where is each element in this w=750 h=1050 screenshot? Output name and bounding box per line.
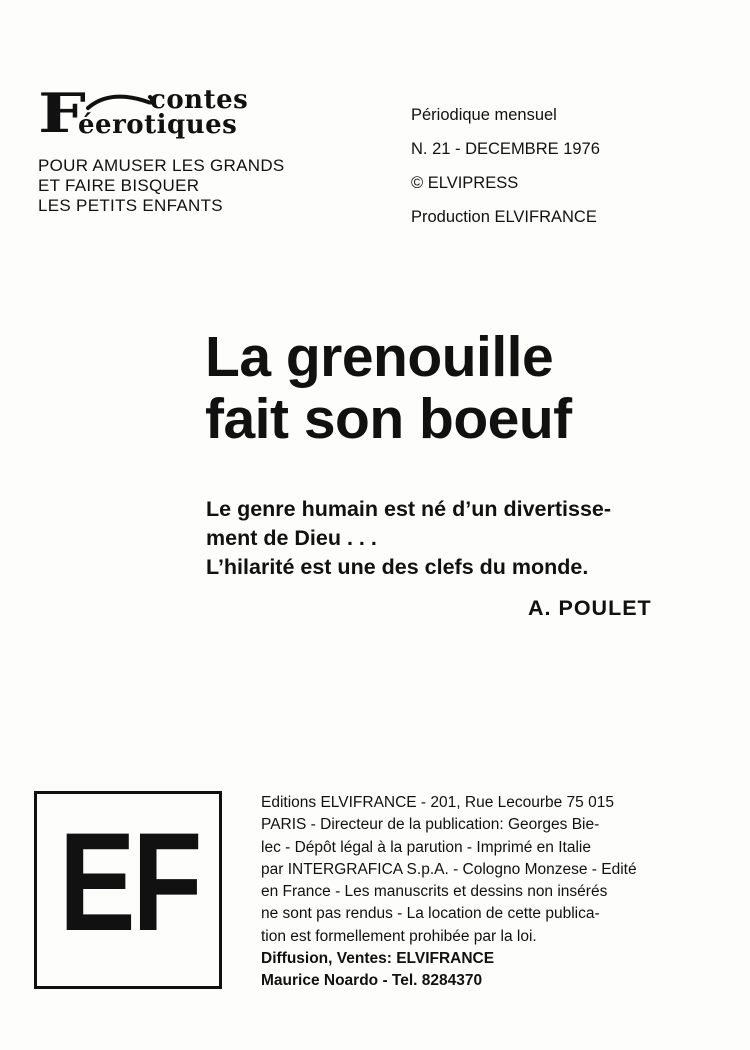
legal-line: Editions ELVIFRANCE - 201, Rue Lecourbe 75 015: [261, 794, 614, 811]
tagline-line: LES PETITS ENFANTS: [38, 196, 223, 215]
quote-line: Le genre humain est né d’un divertisse-: [206, 497, 612, 521]
logo-initial: F: [38, 81, 86, 145]
quote-line: ment de Dieu . . .: [206, 526, 377, 550]
copyright-notice: © ELVIPRESS: [411, 174, 519, 192]
contact-info: Maurice Noardo - Tel. 8284370: [261, 972, 483, 990]
publication-frequency: Périodique mensuel: [411, 106, 557, 124]
publisher-badge-text: EF: [59, 803, 200, 960]
quote-author: A. POULET: [528, 596, 652, 620]
production-credit: Production ELVIFRANCE: [411, 208, 597, 226]
issue-number: N. 21 - DECEMBRE 1976: [411, 140, 600, 158]
epigraph-quote: [206, 495, 611, 582]
legal-line: lec - Dépôt légal à la parution - Imprimé en Italie: [261, 838, 591, 856]
legal-line: par INTERGRAFICA S.p.A. - Cologno Monzese - Edité: [261, 860, 637, 878]
logo-word-contes: contes: [150, 85, 249, 115]
publisher-badge: [34, 791, 222, 989]
logo-word-erotiques: éerotiques: [78, 110, 238, 140]
legal-line: ne sont pas rendus - La location de cette publica-: [261, 905, 600, 923]
quote-line: L’hilarité est une des clefs du monde.: [206, 555, 589, 579]
story-title: [205, 326, 572, 450]
legal-line: tion est formellement prohibée par la loi.: [261, 927, 537, 945]
legal-line: PARIS - Directeur de la publication: Georges Bie-: [261, 816, 600, 834]
magazine-logo: [38, 81, 308, 145]
title-line: La grenouille: [205, 325, 554, 389]
publication-info: [411, 98, 600, 234]
legal-notice: [261, 792, 721, 993]
tagline-line: ET FAIRE BISQUER: [38, 176, 200, 195]
legal-line: en France - Les manuscrits et dessins non insérés: [261, 883, 608, 901]
title-line: fait son boeuf: [205, 387, 572, 451]
tagline-line: POUR AMUSER LES GRANDS: [38, 156, 285, 175]
distribution-credit: Diffusion, Ventes: ELVIFRANCE: [261, 950, 495, 968]
tagline: [38, 156, 285, 216]
